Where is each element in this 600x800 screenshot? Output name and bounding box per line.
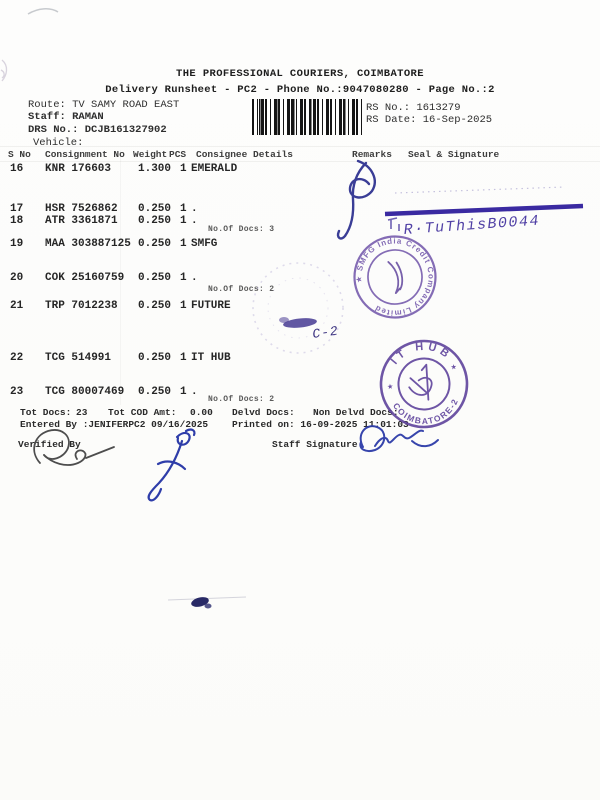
row-weight: 0.250 xyxy=(138,238,172,250)
row-sno: 16 xyxy=(10,163,24,175)
staff-signature-label: Staff Signature xyxy=(272,439,358,450)
pencil-mark xyxy=(28,9,58,14)
row-sno: 18 xyxy=(10,215,24,227)
row-weight: 1.300 xyxy=(138,163,172,175)
smfg-stamp xyxy=(348,230,442,324)
ink-smudge-small xyxy=(279,317,289,323)
verified-by-label: Verified By xyxy=(18,439,81,450)
docs-note: No.Of Docs: 2 xyxy=(208,395,275,404)
tot-docs-value: 23 xyxy=(76,407,88,418)
remarks-signature-ink xyxy=(338,161,375,238)
it-hub-star-right: ★ xyxy=(450,362,458,374)
marker-ticks xyxy=(388,218,399,231)
drs-label: DRS No.: xyxy=(28,124,79,136)
staff-signature-ink xyxy=(360,426,438,451)
row-consignment: TCG 514991 xyxy=(45,352,112,364)
page-subtitle: Delivery Runsheet - PC2 - Phone No.:9047080280 - Page No.:2 xyxy=(105,84,495,96)
tot-docs-label: Tot Docs: xyxy=(20,407,72,418)
row-consignment: TRP 7012238 xyxy=(45,300,118,312)
row-weight: 0.250 xyxy=(138,300,172,312)
row-consignee: EMERALD xyxy=(191,163,238,175)
row-consignee: . xyxy=(191,386,198,398)
marker-annotation xyxy=(385,206,583,239)
rs-date-value: 16-Sep-2025 xyxy=(422,114,493,126)
row-sno: 20 xyxy=(10,272,24,284)
marker-line xyxy=(385,206,583,214)
printed-on: Printed on: 16-09-2025 11:01:03 xyxy=(232,419,409,430)
verified-by-signature-ink xyxy=(34,430,114,465)
row-consignee: . xyxy=(191,203,198,215)
it-hub-star-left: ★ xyxy=(386,381,394,394)
middle-signature-ink xyxy=(149,430,195,501)
row-pcs: 1 xyxy=(180,272,187,284)
col-remarks: Remarks xyxy=(352,149,392,160)
rs-no-value: 1613279 xyxy=(416,102,461,114)
route-label: Route: xyxy=(28,99,66,111)
courier-mark-handwriting: C-2 xyxy=(311,323,340,342)
tot-cod-value: 0.00 xyxy=(190,407,213,418)
row-sno: 21 xyxy=(10,300,24,312)
row-consignee: SMFG xyxy=(191,238,218,250)
row-pcs: 1 xyxy=(180,163,187,175)
row-weight: 0.250 xyxy=(138,203,172,215)
row-sno: 19 xyxy=(10,238,24,250)
docs-note: No.Of Docs: 2 xyxy=(208,285,275,294)
ink-blot-small xyxy=(205,604,212,609)
svg-text:★ SMFG India Credit Company Li xyxy=(348,230,442,324)
it-hub-stamp xyxy=(377,337,470,430)
row-consignee: . xyxy=(191,272,198,284)
staff-value: RAMAN xyxy=(72,111,104,123)
row-sno: 17 xyxy=(10,203,24,215)
tot-cod-label: Tot COD Amt: xyxy=(108,407,177,418)
page-title: THE PROFESSIONAL COURIERS, COIMBATORE xyxy=(176,68,424,80)
row-consignment: HSR 7526862 xyxy=(45,203,118,215)
row-weight: 0.250 xyxy=(138,352,172,364)
rs-date-label: RS Date: xyxy=(366,114,417,126)
row-weight: 0.250 xyxy=(138,386,172,398)
row-sno: 23 xyxy=(10,386,24,398)
row-pcs: 1 xyxy=(180,203,187,215)
row-pcs: 1 xyxy=(180,215,187,227)
row-consignment: ATR 3361871 xyxy=(45,215,118,227)
scan-dotted-remnant xyxy=(395,187,565,193)
col-consignee: Consignee Details xyxy=(196,149,293,160)
row-weight: 0.250 xyxy=(138,215,172,227)
smfg-inner-signature xyxy=(388,260,404,293)
route-value: TV SAMY ROAD EAST xyxy=(72,99,180,111)
col-sno: S No xyxy=(8,149,31,160)
row-consignee: IT HUB xyxy=(191,352,231,364)
row-pcs: 1 xyxy=(180,238,187,250)
col-consignment: Consignment No xyxy=(45,149,125,160)
row-consignment: KNR 176603 xyxy=(45,163,112,175)
remark-code-handwriting: R·TuThisB0044 xyxy=(403,212,541,239)
it-hub-bottom-text: COIMBATORE-2 xyxy=(391,396,461,427)
docs-note: No.Of Docs: 3 xyxy=(208,225,275,234)
row-pcs: 1 xyxy=(180,386,187,398)
row-consignee: FUTURE xyxy=(191,300,231,312)
col-seal: Seal & Signature xyxy=(408,149,500,160)
delvd-docs-label: Delvd Docs: xyxy=(232,407,295,418)
row-weight: 0.250 xyxy=(138,272,172,284)
col-weight: Weight xyxy=(133,149,168,160)
row-pcs: 1 xyxy=(180,352,187,364)
row-pcs: 1 xyxy=(180,300,187,312)
edge-scribble xyxy=(1,60,7,81)
vehicle-label: Vehicle: xyxy=(33,137,84,149)
it-hub-inner-signature xyxy=(407,364,433,401)
entered-by: Entered By :JENIFERPC2 09/16/2025 xyxy=(20,419,209,430)
non-delvd-docs-label: Non Delvd Docs: xyxy=(313,407,399,418)
col-pcs: PCS xyxy=(169,149,187,160)
row-consignment: MAA 303887125 xyxy=(45,238,131,250)
drs-value: DCJB161327902 xyxy=(84,124,167,136)
staff-label: Staff: xyxy=(28,111,66,123)
row-consignment: COK 25160759 xyxy=(45,272,125,284)
svg-text:COIMBATORE-2 xyxy=(391,396,463,429)
smfg-ring-text: ★ SMFG India Credit Company Limited xyxy=(354,236,436,318)
row-consignee: . xyxy=(191,215,198,227)
svg-text:IT HUB xyxy=(387,338,455,367)
row-consignment: TCG 80007469 xyxy=(45,386,125,398)
row-sno: 22 xyxy=(10,352,24,364)
it-hub-top-text: IT HUB xyxy=(388,340,455,367)
rs-no-label: RS No.: xyxy=(366,102,411,114)
